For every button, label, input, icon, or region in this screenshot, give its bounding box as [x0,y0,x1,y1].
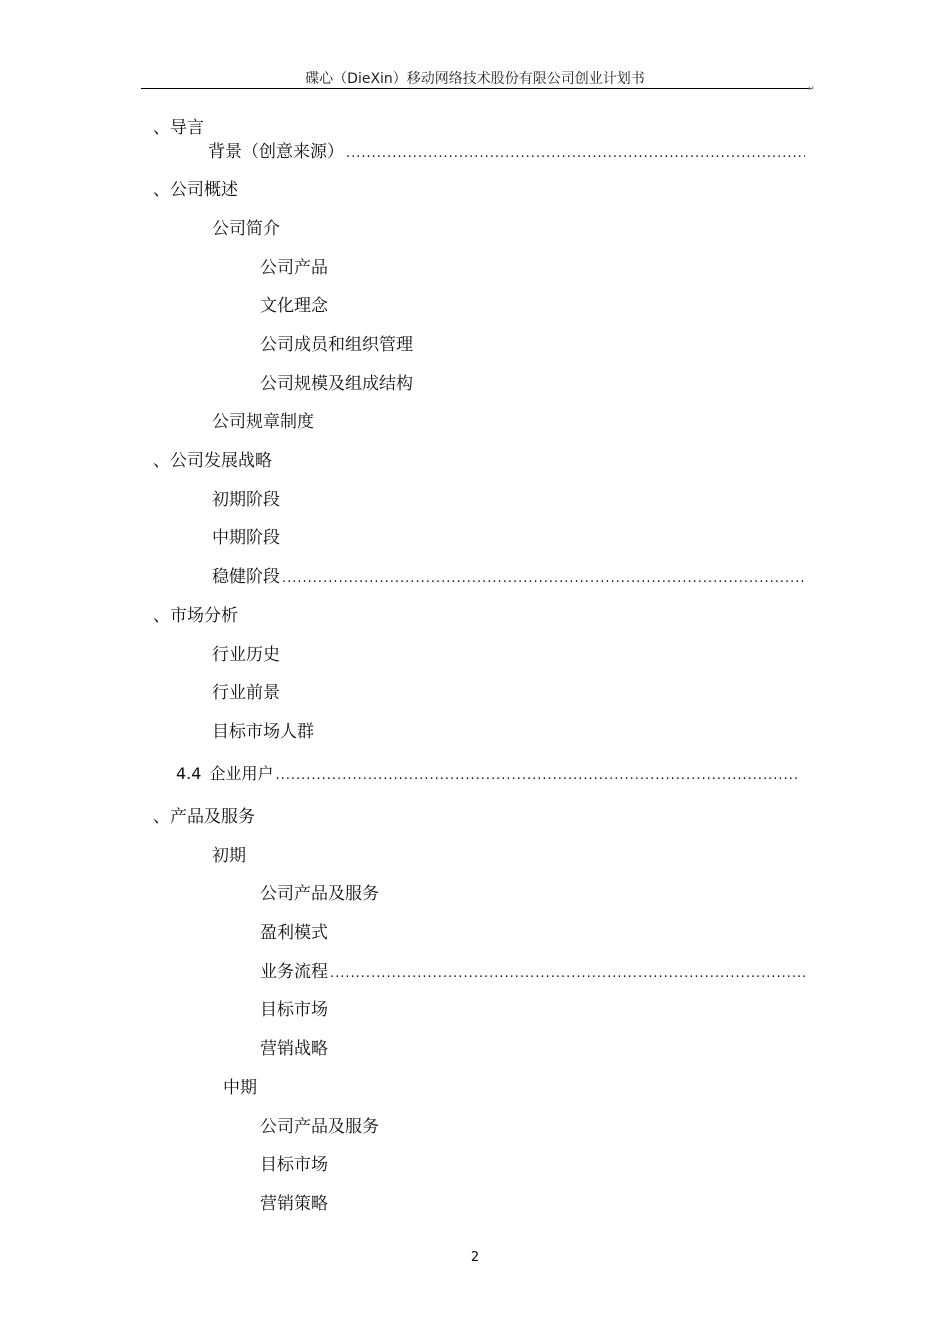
toc-entry-scale-structure[interactable] [260,373,950,395]
toc-entry-label [176,763,273,785]
toc-entry-middle-target-market[interactable] [260,1154,950,1176]
toc-entry-middle-stage[interactable] [212,527,950,549]
toc-entry-label: 背景（创意来源） [208,142,344,162]
toc-entry-label: 营销策略 [260,1194,328,1214]
toc-entry-members-management[interactable] [260,334,950,356]
toc-entry-label: 公司产品 [260,258,328,278]
toc-entry-enterprise-users[interactable] [176,763,798,787]
toc-entry-label: 公司产品及服务 [260,884,379,904]
toc-entry-market-analysis[interactable] [153,605,950,627]
toc-entry-label: 行业前景 [212,683,280,703]
toc-entry-title: 企业用户 [209,764,274,783]
toc-entry-introduction[interactable] [153,117,950,139]
page-number: 2 [470,1250,480,1265]
toc-entry-industry-prospects[interactable] [212,682,950,704]
toc-entry-label: 、公司发展战略 [153,451,272,471]
toc-entry-label: 目标市场 [260,1000,328,1020]
toc-entry-label: 文化理念 [260,296,328,316]
toc-entry-label: 行业历史 [212,645,280,665]
paragraph-mark: ↵ [808,84,815,93]
toc-entry-label: 盈利模式 [260,923,328,943]
toc-dot-leader [280,568,805,590]
toc-entry-label: 公司规模及组成结构 [260,374,413,394]
toc-entry-profit-model[interactable] [260,922,950,944]
running-header-title: 碟心（DieXin）移动网络技术股份有限公司创业计划书 [305,71,645,87]
toc-entry-products-services[interactable] [153,806,950,828]
toc-entry-marketing-tactics[interactable] [260,1193,950,1215]
toc-entry-label: 、市场分析 [153,606,238,626]
toc-entry-label: 营销战略 [260,1039,328,1059]
toc-entry-label: 、产品及服务 [153,807,255,827]
toc-entry-middle-phase[interactable] [223,1077,950,1099]
toc-entry-regulations[interactable] [212,411,950,433]
toc-entry-label: 公司规章制度 [212,412,314,432]
toc-dot-leader [344,143,805,165]
toc-entry-stable-stage[interactable] [212,566,805,590]
toc-entry-early-target-market[interactable] [260,999,950,1021]
toc-entry-industry-history[interactable] [212,644,950,666]
toc-entry-label: 公司简介 [212,219,280,239]
toc-entry-label: 、导言 [153,118,204,138]
toc-entry-marketing-strategy[interactable] [260,1038,950,1060]
toc-entry-target-audience[interactable] [212,721,950,743]
toc-entry-early-products-services[interactable] [260,883,950,905]
toc-entry-label: 稳健阶段 [212,567,280,587]
toc-entry-label: 目标市场人群 [212,722,314,742]
toc-entry-background[interactable] [208,141,805,165]
toc-entry-company-products[interactable] [260,257,950,279]
toc-entry-company-overview[interactable] [153,179,950,201]
toc-entry-business-process[interactable] [260,961,805,985]
toc-entry-label: 目标市场 [260,1155,328,1175]
toc-entry-company-profile[interactable] [212,218,950,240]
toc-entry-middle-products-services[interactable] [260,1116,950,1138]
toc-entry-label: 中期 [223,1078,257,1098]
toc-entry-number: 4.4 [176,764,202,783]
toc-entry-label: 公司产品及服务 [260,1117,379,1137]
header-rule [141,88,809,89]
toc-entry-culture[interactable] [260,295,950,317]
toc-entry-label: 业务流程 [260,962,328,982]
toc-entry-initial-stage[interactable] [212,489,950,511]
toc-entry-early-phase[interactable] [212,845,950,867]
toc-entry-label: 公司成员和组织管理 [260,335,413,355]
toc-entry-label: 初期 [212,846,246,866]
toc-entry-label: 、公司概述 [153,180,238,200]
toc-entry-development-strategy[interactable] [153,450,950,472]
toc-entry-label: 初期阶段 [212,490,280,510]
toc-dot-leader [328,963,805,985]
toc-entry-label: 中期阶段 [212,528,280,548]
toc-dot-leader [273,765,798,787]
